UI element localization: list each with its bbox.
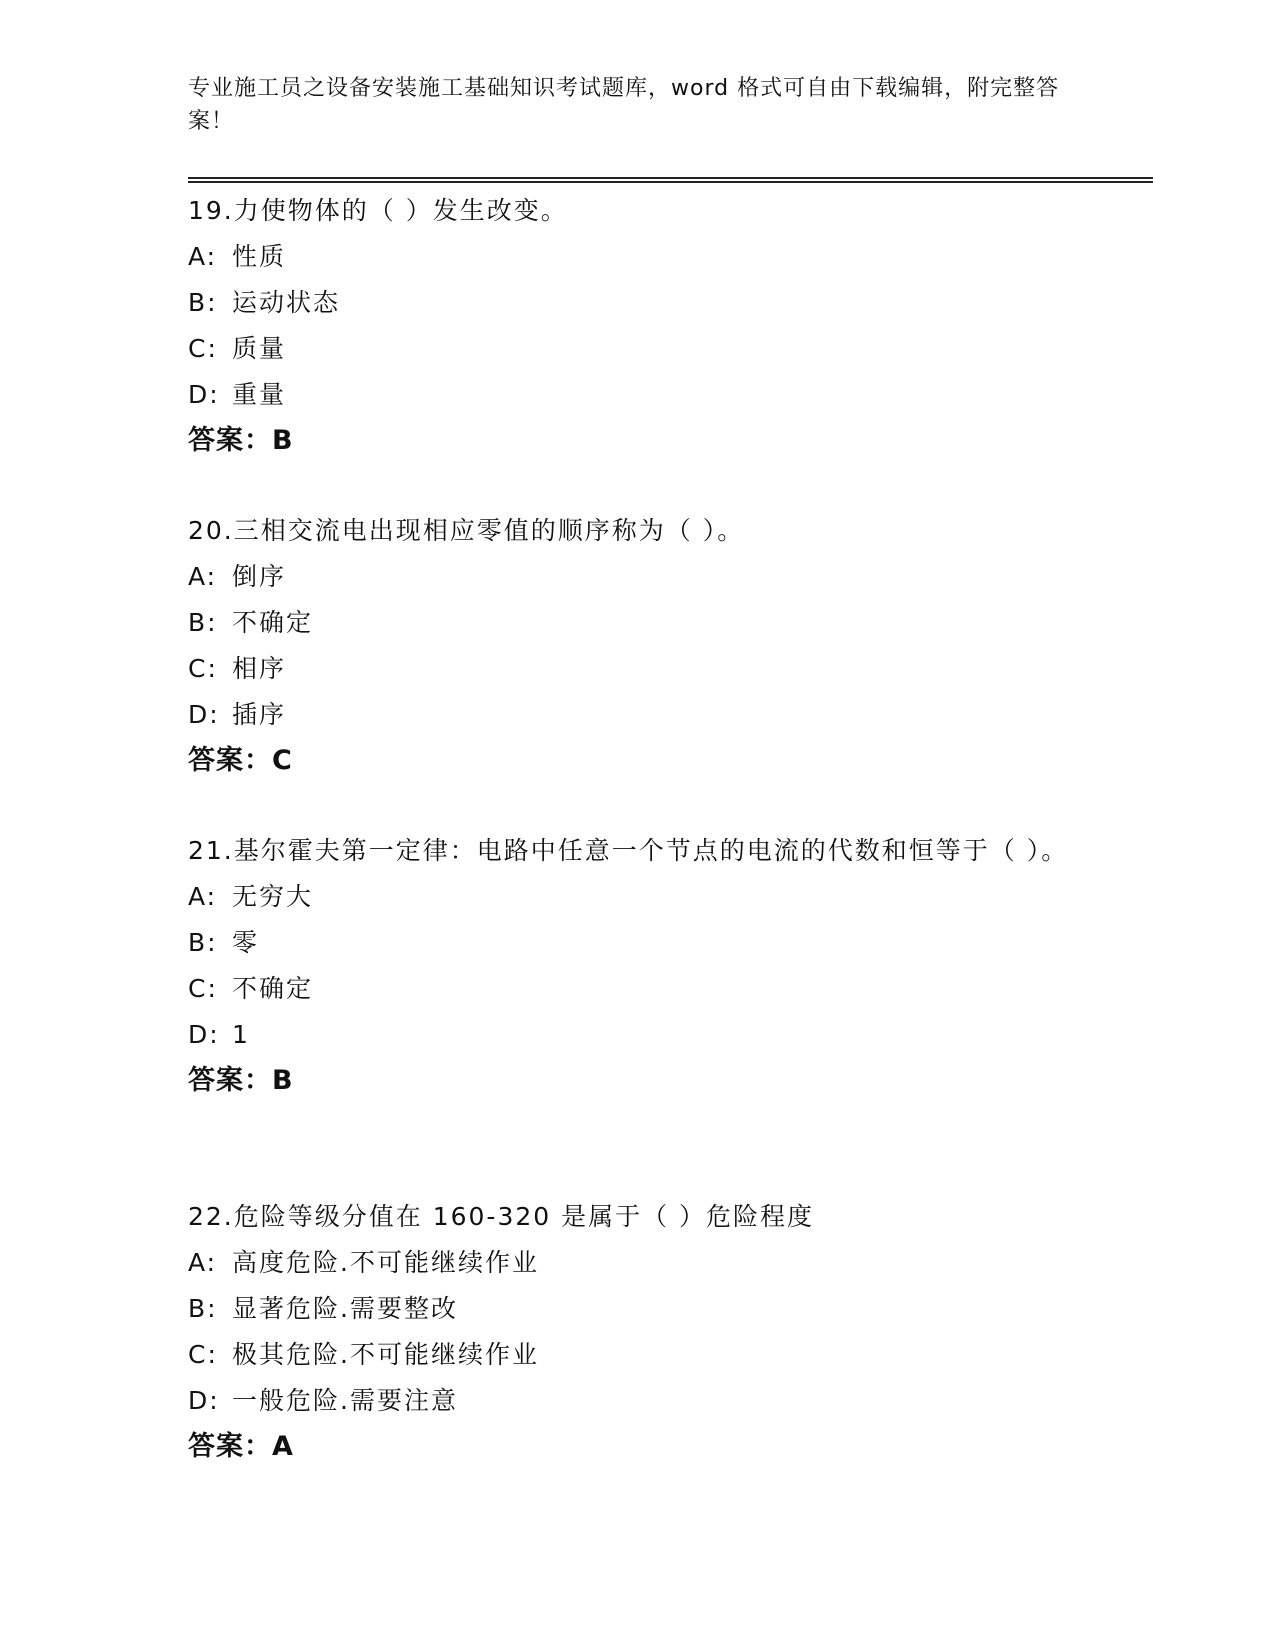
- option-c: [188, 646, 1088, 692]
- question-stem: 22.危险等级分值在 160-320 是属于（ ）危险程度: [188, 1202, 815, 1231]
- option-b: [188, 600, 1088, 646]
- question-22: [188, 1194, 1088, 1470]
- answer: 答案：B: [188, 425, 294, 456]
- option-b: [188, 920, 1088, 966]
- option-text: 不确定: [232, 608, 314, 637]
- option-c: [188, 326, 1088, 372]
- option-a: [188, 874, 1088, 920]
- option-text: 质量: [232, 334, 287, 363]
- option-a: [188, 234, 1088, 280]
- option-key: A:: [188, 1248, 218, 1277]
- option-text: 极其危险.不可能继续作业: [232, 1340, 539, 1369]
- header-divider-bottom: [188, 181, 1153, 183]
- option-key: B:: [188, 608, 218, 637]
- option-c: [188, 1332, 1088, 1378]
- option-d: [188, 372, 1088, 418]
- option-key: B:: [188, 1294, 218, 1323]
- question-stem: 20.三相交流电出现相应零值的顺序称为（ ）。: [188, 516, 745, 545]
- question-21: [188, 828, 1088, 1104]
- option-key: D:: [188, 1386, 220, 1415]
- option-b: [188, 280, 1088, 326]
- answer: 答案：B: [188, 1065, 294, 1096]
- option-key: D:: [188, 380, 220, 409]
- option-key: B:: [188, 928, 218, 957]
- answer: 答案：A: [188, 1431, 294, 1462]
- question-stem: 19.力使物体的（ ）发生改变。: [188, 196, 568, 225]
- option-key: A:: [188, 242, 218, 271]
- option-a: [188, 1240, 1088, 1286]
- option-d: [188, 1378, 1088, 1424]
- option-c: [188, 966, 1088, 1012]
- option-text: 1: [232, 1020, 250, 1049]
- option-text: 重量: [232, 380, 287, 409]
- question-20: [188, 508, 1088, 784]
- document-header: 专业施工员之设备安装施工基础知识考试题库，word 格式可自由下载编辑，附完整答案！: [188, 76, 1060, 134]
- option-key: C:: [188, 334, 218, 363]
- option-text: 不确定: [232, 974, 314, 1003]
- option-d: [188, 1012, 1088, 1058]
- header-divider-top: [188, 177, 1153, 179]
- option-text: 相序: [232, 654, 287, 683]
- question-stem: 21.基尔霍夫第一定律：电路中任意一个节点的电流的代数和恒等于（ ）。: [188, 836, 1069, 865]
- option-text: 无穷大: [232, 882, 314, 911]
- option-key: B:: [188, 288, 218, 317]
- option-text: 性质: [232, 242, 287, 271]
- option-text: 运动状态: [232, 288, 341, 317]
- option-a: [188, 554, 1088, 600]
- option-text: 显著危险.需要整改: [232, 1294, 458, 1323]
- option-text: 倒序: [232, 562, 287, 591]
- option-d: [188, 692, 1088, 738]
- answer: 答案：C: [188, 745, 293, 776]
- question-19: [188, 188, 1088, 464]
- option-key: C:: [188, 1340, 218, 1369]
- option-key: D:: [188, 700, 220, 729]
- option-key: C:: [188, 654, 218, 683]
- option-text: 插序: [232, 700, 287, 729]
- option-key: A:: [188, 882, 218, 911]
- option-key: C:: [188, 974, 218, 1003]
- option-text: 高度危险.不可能继续作业: [232, 1248, 539, 1277]
- option-key: D:: [188, 1020, 220, 1049]
- option-key: A:: [188, 562, 218, 591]
- option-text: 一般危险.需要注意: [232, 1386, 458, 1415]
- option-text: 零: [232, 928, 260, 957]
- option-b: [188, 1286, 1088, 1332]
